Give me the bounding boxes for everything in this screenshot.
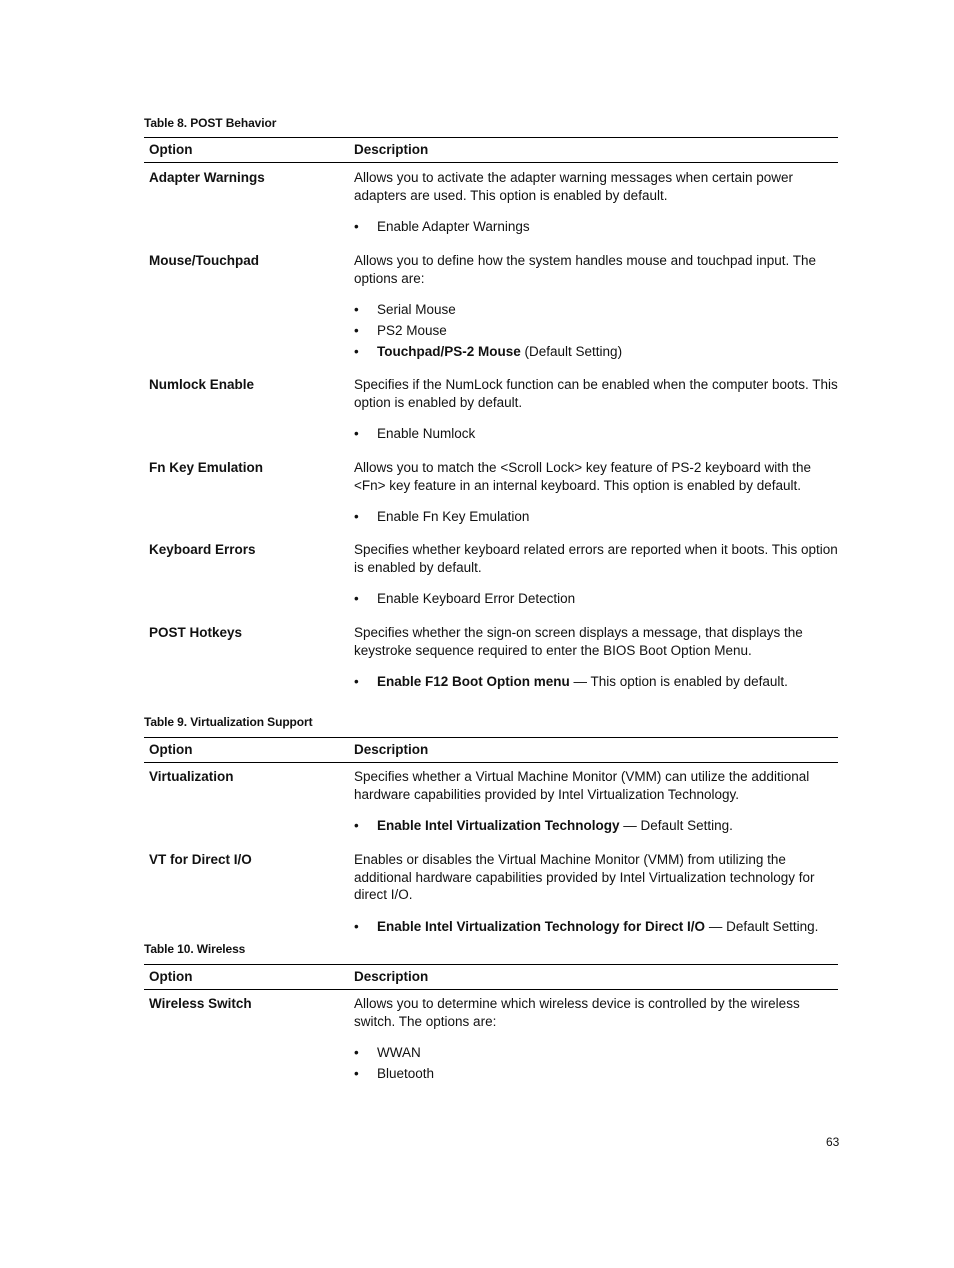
table-wireless — [144, 964, 838, 1081]
option-name: Wireless Switch — [149, 996, 252, 1011]
list-item: • Bluetooth — [354, 1066, 435, 1081]
description-text: Allows you to match the <Scroll Lock> key feature of PS-2 keyboard with the <Fn> key feature in an internal keyboard. This option is enabled by default. — [354, 460, 811, 493]
option-name: POST Hotkeys — [149, 625, 243, 640]
option-list — [354, 815, 838, 836]
header-option: Option — [149, 742, 193, 757]
option-description — [354, 169, 838, 237]
option-name: VT for Direct I/O — [149, 852, 252, 867]
option-list — [354, 671, 838, 692]
option-list — [354, 588, 838, 609]
option-description — [354, 541, 838, 609]
description-text: Allows you to determine which wireless device is controlled by the wireless switch. The options are: — [354, 996, 800, 1029]
table-post-behavior — [144, 137, 838, 689]
header-description: Description — [354, 742, 429, 757]
list-item: • Enable Numlock — [354, 426, 476, 441]
list-item: • Enable F12 Boot Option menu — This option is enabled by default. — [354, 674, 788, 689]
table-header — [144, 964, 838, 990]
list-item: • PS2 Mouse — [354, 323, 447, 338]
option-description — [354, 459, 838, 527]
option-description — [354, 851, 838, 937]
list-item: • Enable Intel Virtualization Technology for Direct I/O — Default Setting. — [354, 918, 819, 934]
list-item: • Serial Mouse — [354, 302, 456, 317]
option-list — [354, 423, 838, 444]
list-item: • WWAN — [354, 1045, 421, 1060]
option-description — [354, 376, 838, 444]
table-virtualization-support — [144, 737, 838, 934]
option-name: Numlock Enable — [149, 377, 255, 392]
list-item: • Enable Intel Virtualization Technology — Default Setting. — [354, 818, 733, 833]
list-item: • Enable Adapter Warnings — [354, 219, 530, 234]
option-description — [354, 252, 838, 362]
option-name: Virtualization — [149, 769, 234, 784]
description-text: Specifies whether the sign-on screen displays a message, that displays the keystroke sequence required to enter the BIOS Boot Option Menu. — [354, 625, 803, 658]
description-text: Enables or disables the Virtual Machine Monitor (VMM) from utilizing the additional hardware capabilities provided by Intel Virtualization technology for direct I/O. — [354, 852, 815, 902]
description-text: Allows you to activate the adapter warning messages when certain power adapters are used. This option is enabled by default. — [354, 170, 793, 203]
table-caption: Table 8. POST Behavior — [144, 116, 277, 130]
header-option: Option — [149, 969, 193, 984]
description-text: Specifies if the NumLock function can be enabled when the computer boots. This option is enabled by default. — [354, 377, 838, 410]
table-header — [144, 737, 838, 763]
description-text: Allows you to define how the system handles mouse and touchpad input. The options are: — [354, 253, 817, 286]
option-name: Mouse/Touchpad — [149, 253, 259, 268]
description-text: Specifies whether keyboard related errors are reported when it boots. This option is enabled by default. — [354, 542, 838, 575]
header-option: Option — [149, 142, 193, 157]
list-item: • Enable Fn Key Emulation — [354, 509, 530, 524]
table-caption: Table 9. Virtualization Support — [144, 715, 313, 729]
list-item: • Touchpad/PS-2 Mouse (Default Setting) — [354, 344, 623, 359]
table-header — [144, 137, 838, 163]
option-list — [354, 216, 838, 237]
option-name: Keyboard Errors — [149, 542, 256, 557]
option-description — [354, 995, 838, 1084]
list-item: • Enable Keyboard Error Detection — [354, 591, 576, 606]
table-caption: Table 10. Wireless — [144, 942, 246, 956]
header-description: Description — [354, 969, 429, 984]
option-list — [354, 299, 838, 362]
description-text: Specifies whether a Virtual Machine Monitor (VMM) can utilize the additional hardware capabilities provided by Intel Virtualization Technology. — [354, 769, 810, 802]
header-description: Description — [354, 142, 429, 157]
option-name: Adapter Warnings — [149, 170, 265, 185]
option-description — [354, 768, 838, 836]
page-number: 63 — [826, 1135, 840, 1149]
option-list — [354, 506, 838, 527]
option-description — [354, 624, 838, 692]
option-list — [354, 916, 838, 937]
option-list — [354, 1042, 838, 1084]
option-name: Fn Key Emulation — [149, 460, 264, 475]
